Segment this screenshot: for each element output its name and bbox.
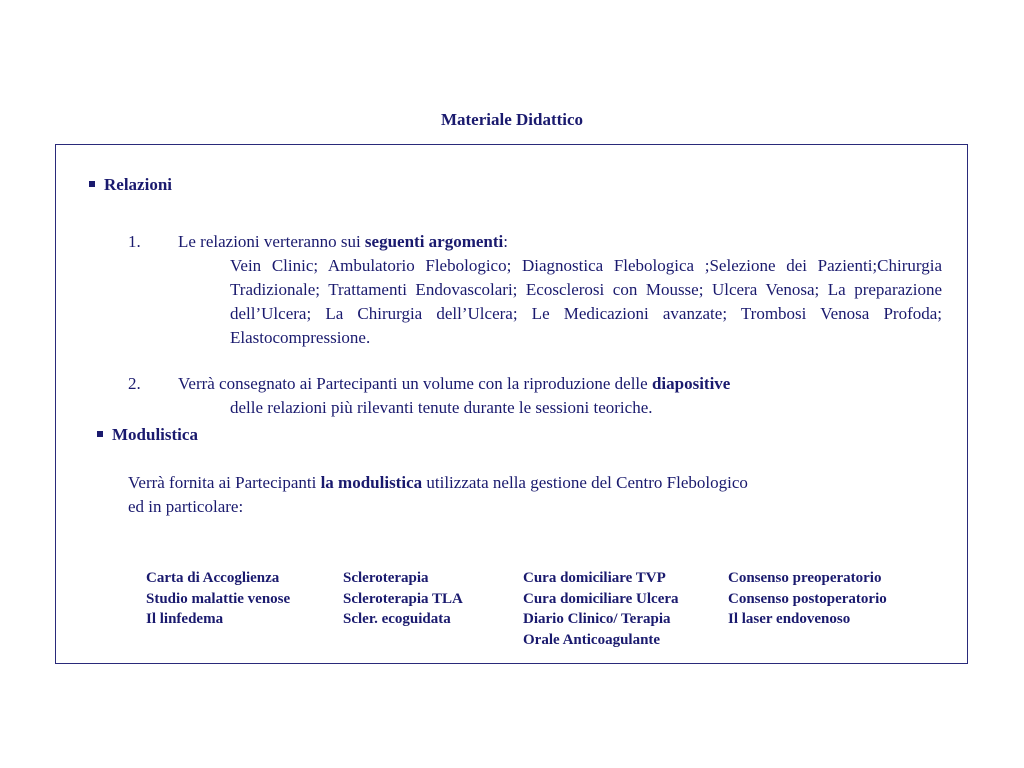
form-list-item: Scler. ecoguidata: [343, 611, 451, 627]
content-box: [55, 144, 968, 664]
item-lead-bold: diapositive: [651, 374, 731, 393]
form-list-item: Studio malattie venose: [146, 590, 291, 607]
form-list-item: Il laser endovenoso: [728, 611, 851, 627]
intro-line-2: ed in particolare:: [128, 497, 244, 516]
modulistica-column-4: [728, 568, 887, 630]
form-list-item: Scleroterapia TLA: [343, 590, 463, 607]
item-body: delle relazioni più rilevanti tenute durante le sessioni teoriche.: [230, 398, 653, 417]
section-modulistica-heading: [97, 425, 198, 445]
relazioni-item-1: [128, 230, 943, 347]
modulistica-column-1: [146, 568, 290, 630]
item-lead: [178, 230, 508, 254]
intro-text: Verrà fornita ai Partecipanti: [128, 473, 321, 492]
item-lead: [178, 372, 730, 396]
modulistica-column-2: [343, 568, 463, 630]
form-list-item: Carta di Accoglienza: [146, 570, 280, 586]
item-number: 1.: [128, 232, 141, 251]
item-lead-text: Le relazioni verteranno sui: [178, 232, 365, 251]
item-body: Vein Clinic; Ambulatorio Flebologico; Diagnostica Flebologica ;Selezione dei Pazienti;Chirurgia Tradizionale; Trattamenti Endovascolari; Ecosclerosi con Mousse; Ulcera Venosa; La preparazione dell’Ulcera; La Chirurgia dell’Ulcera; Le Medicazioni avanzate; Trombosi Venosa Profoda; Elastocompressione.: [230, 256, 942, 347]
item-number: 2.: [128, 374, 141, 393]
modulistica-intro: [128, 471, 748, 519]
modulistica-heading-label: Modulistica: [112, 425, 198, 444]
form-list-item: Scleroterapia: [343, 570, 429, 586]
form-list-item: Consenso postoperatorio: [728, 590, 887, 607]
relazioni-item-2: [128, 372, 943, 422]
page-title: Materiale Didattico: [440, 110, 584, 129]
form-list-item: Orale Anticoagulante: [523, 631, 661, 648]
form-list-item: Cura domiciliare Ulcera: [523, 590, 679, 607]
form-list-item: Il linfedema: [146, 611, 224, 627]
modulistica-column-3: [523, 568, 679, 650]
relazioni-heading-label: Relazioni: [104, 175, 172, 194]
square-bullet-icon: [89, 181, 95, 187]
square-bullet-icon: [97, 431, 103, 437]
intro-text-after: utilizzata nella gestione del Centro Flebologico: [422, 473, 748, 492]
item-lead-text: Verrà consegnato ai Partecipanti un volume con la riproduzione delle: [178, 374, 652, 393]
intro-bold: la modulistica: [320, 473, 423, 492]
item-lead-bold: seguenti argomenti: [364, 232, 504, 251]
section-relazioni-heading: [89, 175, 172, 195]
form-list-item: Cura domiciliare TVP: [523, 570, 666, 586]
form-list-item: Consenso preoperatorio: [728, 570, 882, 586]
item-lead-suffix: :: [503, 232, 508, 251]
form-list-item: Diario Clinico/ Terapia: [523, 611, 671, 627]
